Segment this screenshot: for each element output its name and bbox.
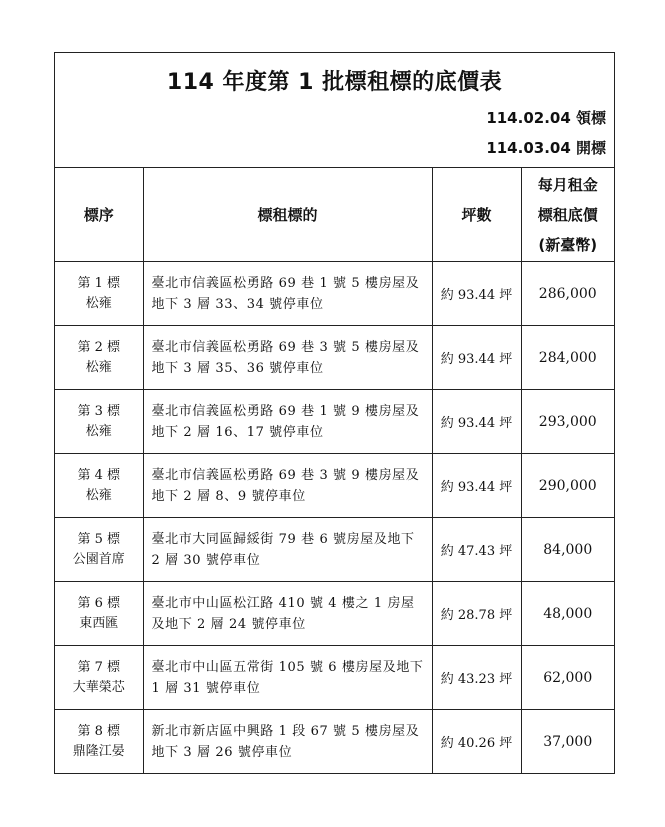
building-name: 鼎隆江晏 xyxy=(72,743,125,759)
floor-area: 約 43.23 坪 xyxy=(432,646,521,710)
bid-opening-date: 114.03.04 開標 xyxy=(486,139,606,157)
lot-cell xyxy=(55,454,143,518)
header-price-line-1: 每月租金 xyxy=(537,175,598,194)
building-name: 松雍 xyxy=(85,359,112,375)
property-description: 臺北市信義區松勇路 69 巷 1 號 9 樓房屋及地下 2 層 16、17 號停車位 xyxy=(143,390,432,454)
lot-cell xyxy=(55,262,143,326)
floor-area: 約 28.78 坪 xyxy=(432,582,521,646)
lot-number: 第 2 標 xyxy=(77,339,121,355)
property-description: 臺北市信義區松勇路 69 巷 3 號 5 樓房屋及地下 3 層 35、36 號停車位 xyxy=(143,326,432,390)
floor-area: 約 93.44 坪 xyxy=(432,262,521,326)
table-row xyxy=(55,710,614,774)
reserve-price-table xyxy=(55,168,614,774)
header-price-line-2: 標租底價 xyxy=(537,205,598,224)
property-description: 臺北市信義區松勇路 69 巷 1 號 5 樓房屋及地下 3 層 33、34 號停車位 xyxy=(143,262,432,326)
lot-cell xyxy=(55,518,143,582)
building-name: 松雍 xyxy=(85,295,112,311)
reserve-price: 48,000 xyxy=(521,582,614,646)
floor-area: 約 93.44 坪 xyxy=(432,454,521,518)
property-description: 新北市新店區中興路 1 段 67 號 5 樓房屋及地下 3 層 26 號停車位 xyxy=(143,710,432,774)
reserve-price: 284,000 xyxy=(521,326,614,390)
table-header-row xyxy=(55,168,614,262)
lot-cell xyxy=(55,390,143,454)
building-name: 東西匯 xyxy=(79,615,119,631)
floor-area: 約 40.26 坪 xyxy=(432,710,521,774)
table-row xyxy=(55,646,614,710)
building-name: 公園首席 xyxy=(72,551,125,567)
header-price-line-3: (新臺幣) xyxy=(538,235,598,254)
property-description: 臺北市中山區五常街 105 號 6 樓房屋及地下 1 層 31 號停車位 xyxy=(143,646,432,710)
lot-number: 第 3 標 xyxy=(77,403,121,419)
building-name: 松雍 xyxy=(85,423,112,439)
lot-cell xyxy=(55,646,143,710)
table-row xyxy=(55,390,614,454)
lot-number: 第 4 標 xyxy=(77,467,121,483)
table-row xyxy=(55,518,614,582)
header-target: 標租標的 xyxy=(143,168,432,262)
property-description: 臺北市中山區松江路 410 號 4 樓之 1 房屋及地下 2 層 24 號停車位 xyxy=(143,582,432,646)
building-name: 大華榮芯 xyxy=(72,679,125,695)
reserve-price: 84,000 xyxy=(521,518,614,582)
lot-number: 第 8 標 xyxy=(77,723,121,739)
table-row xyxy=(55,582,614,646)
bid-pickup-date: 114.02.04 領標 xyxy=(486,109,606,127)
property-description: 臺北市信義區松勇路 69 巷 3 號 9 樓房屋及地下 2 層 8、9 號停車位 xyxy=(143,454,432,518)
reserve-price: 37,000 xyxy=(521,710,614,774)
title-block xyxy=(55,53,614,168)
floor-area: 約 47.43 坪 xyxy=(432,518,521,582)
lot-number: 第 6 標 xyxy=(77,595,121,611)
reserve-price: 62,000 xyxy=(521,646,614,710)
reserve-price: 290,000 xyxy=(521,454,614,518)
price-table-sheet xyxy=(54,52,615,774)
lot-number: 第 5 標 xyxy=(77,531,121,547)
floor-area: 約 93.44 坪 xyxy=(432,390,521,454)
header-price xyxy=(521,168,614,262)
reserve-price: 286,000 xyxy=(521,262,614,326)
table-row xyxy=(55,262,614,326)
header-area: 坪數 xyxy=(432,168,521,262)
reserve-price: 293,000 xyxy=(521,390,614,454)
lot-cell xyxy=(55,710,143,774)
property-description: 臺北市大同區歸綏街 79 巷 6 號房屋及地下 2 層 30 號停車位 xyxy=(143,518,432,582)
lot-number: 第 1 標 xyxy=(77,275,121,291)
table-row xyxy=(55,454,614,518)
table-row xyxy=(55,326,614,390)
floor-area: 約 93.44 坪 xyxy=(432,326,521,390)
lot-cell xyxy=(55,582,143,646)
building-name: 松雍 xyxy=(85,487,112,503)
header-seq: 標序 xyxy=(55,168,143,262)
lot-number: 第 7 標 xyxy=(77,659,121,675)
lot-cell xyxy=(55,326,143,390)
document-title: 114 年度第 1 批標租標的底價表 xyxy=(166,70,503,95)
